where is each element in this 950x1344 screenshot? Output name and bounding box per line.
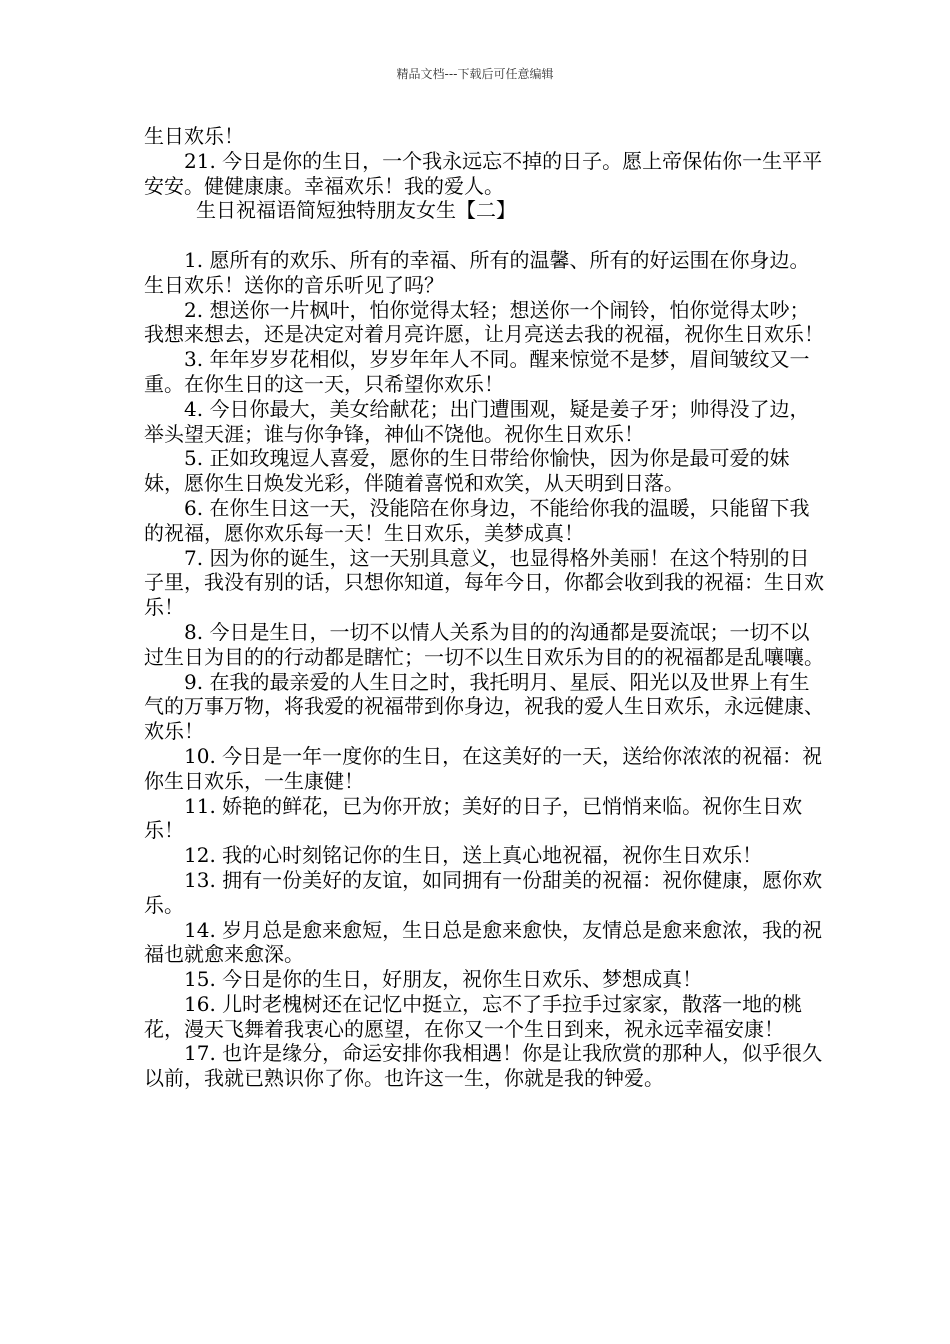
section-heading: 生日祝福语简短独特朋友女生【二】 — [196, 198, 516, 223]
wish-item: 11. 娇艳的鲜花，已为你开放；美好的日子，已悄悄来临。祝你生日欢乐！ — [144, 793, 803, 843]
wish-item: 5. 正如玫瑰逗人喜爱，愿你的生日带给你愉快，因为你是最可爱的妹妹，愿你生日焕发光彩，伴随着喜悦和欢笑，从天明到日落。 — [144, 446, 790, 496]
wish-item: 7. 因为你的诞生，这一天别具意义，也显得格外美丽！在这个特别的日子里，我没有别的话，只想你知道，每年今日，你都会收到我的祝福：生日欢乐！ — [144, 545, 824, 620]
document-body — [144, 124, 824, 1091]
wish-item: 2. 想送你一片枫叶，怕你觉得太轻；想送你一个闹铃，怕你觉得太吵；我想来想去，还是决定对着月亮许愿，让月亮送去我的祝福，祝你生日欢乐！ — [144, 297, 824, 347]
wish-item: 8. 今日是生日，一切不以情人关系为目的的沟通都是耍流氓；一切不以过生日为目的的行动都是瞎忙；一切不以生日欢乐为目的的祝福都是乱嚷嚷。 — [144, 619, 824, 669]
blank-line — [144, 223, 824, 248]
wish-item: 1. 愿所有的欢乐、所有的幸福、所有的温馨、所有的好运围在你身边。生日欢乐！送你的音乐听见了吗？ — [144, 247, 810, 297]
wish-item-21: 21. 今日是你的生日，一个我永远忘不掉的日子。愿上帝保佑你一生平平安安。健健康康。幸福欢乐！我的爱人。 — [144, 148, 823, 198]
lead-line: 生日欢乐！ — [144, 124, 244, 148]
wish-item: 17. 也许是缘分，命运安排你我相遇！你是让我欣赏的那种人，似乎很久以前，我就已熟识你了你。也许这一生，你就是我的钟爱。 — [144, 1041, 823, 1091]
wish-item: 16. 儿时老槐树还在记忆中挺立，忘不了手拉手过家家，散落一地的桃花，漫天飞舞着我衷心的愿望，在你又一个生日到来，祝永远幸福安康！ — [144, 991, 803, 1041]
page-header: 精品文档---下载后可任意编辑 — [396, 67, 554, 81]
wish-item: 3. 年年岁岁花相似，岁岁年年人不同。醒来惊觉不是梦，眉间皱纹又一重。在你生日的这一天，只希望你欢乐！ — [144, 347, 810, 396]
wish-item: 10. 今日是一年一度你的生日，在这美好的一天，送给你浓浓的祝福：祝你生日欢乐，一生康健！ — [144, 743, 823, 793]
wish-item: 15. 今日是你的生日，好朋友，祝你生日欢乐、梦想成真！ — [184, 967, 703, 992]
wish-item: 14. 岁月总是愈来愈短，生日总是愈来愈快，友情总是愈来愈浓，我的祝福也就愈来愈深。 — [144, 917, 823, 967]
wish-item: 12. 我的心时刻铭记你的生日，送上真心地祝福，祝你生日欢乐！ — [184, 843, 763, 868]
wish-item: 13. 拥有一份美好的友谊，如同拥有一份甜美的祝福：祝你健康，愿你欢乐。 — [144, 867, 823, 917]
wish-item: 6. 在你生日这一天，没能陪在你身边，不能给你我的温暖，只能留下我的祝福，愿你欢乐每一天！生日欢乐，美梦成真！ — [144, 495, 810, 545]
wish-item: 9. 在我的最亲爱的人生日之时，我托明月、星辰、阳光以及世界上有生气的万事万物，将我爱的祝福带到你身边，祝我的爱人生日欢乐，永远健康、欢乐！ — [144, 669, 824, 744]
wish-item: 4. 今日你最大，美女给献花；出门遭围观，疑是姜子牙；帅得没了边，举头望天涯；谁与你争锋，神仙不饶他。祝你生日欢乐！ — [144, 396, 810, 446]
